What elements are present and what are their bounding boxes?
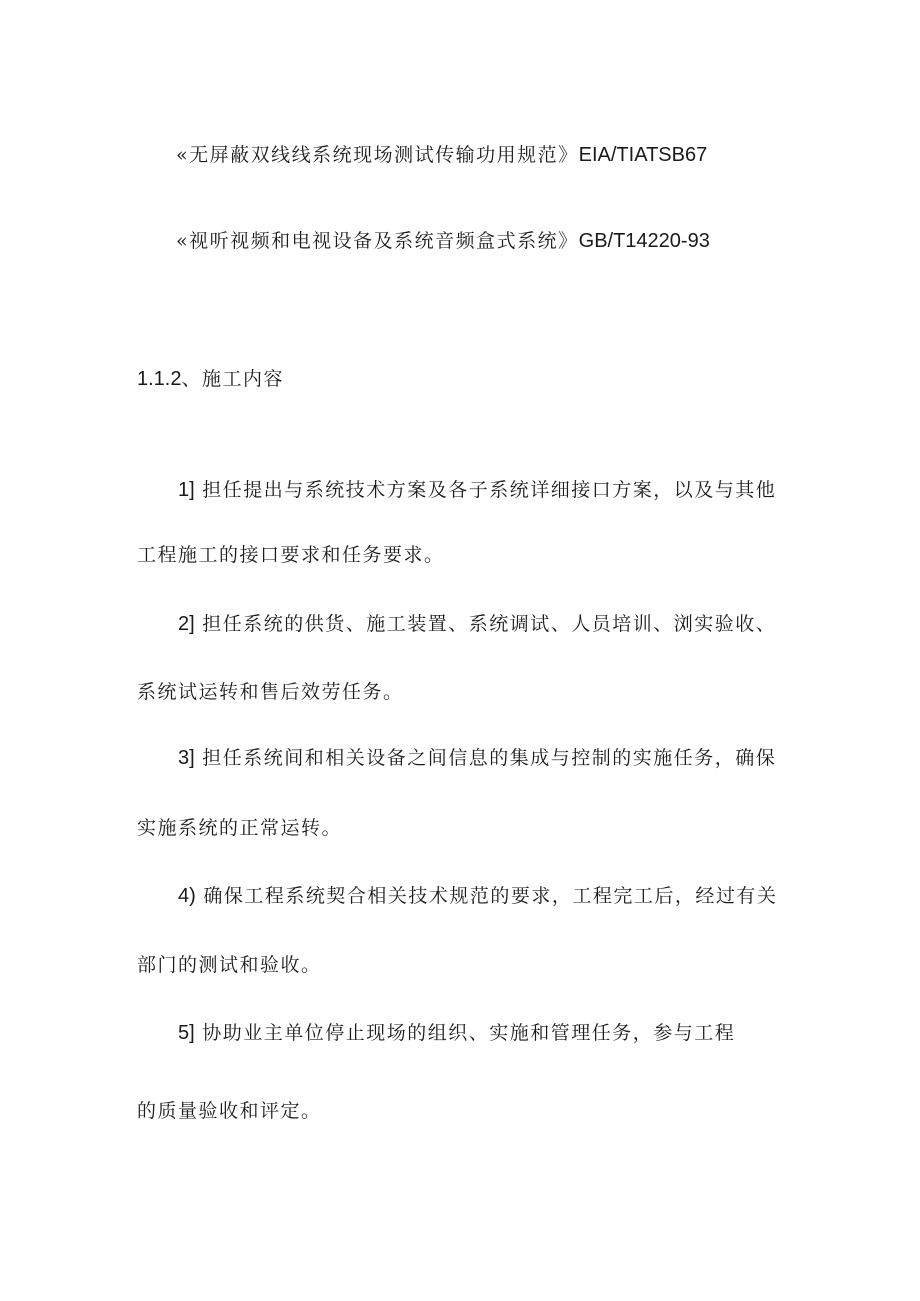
item-text: 担任系统的供货、施工装置、系统调试、人员培训、浏实验收、 <box>202 613 777 635</box>
standard-title: «无屏蔽双线线系统现场测试传输功用规范》 <box>176 144 579 166</box>
item-text: 担任系统间和相关设备之间信息的集成与控制的实施任务，确保 <box>202 747 777 769</box>
item-number: 1] <box>178 479 195 501</box>
list-item-1-line-1 <box>178 478 776 502</box>
list-item-1-line-2 <box>137 543 445 567</box>
list-item-5-line-2 <box>137 1099 322 1123</box>
standard-title: «视听视频和电视设备及系统音频盒式系统》 <box>176 230 579 252</box>
standard-code: EIA/TIATSB67 <box>578 144 708 166</box>
item-number: 3] <box>178 747 195 769</box>
list-item-4-line-2 <box>137 953 322 977</box>
item-text: 担任提出与系统技术方案及各子系统详细接口方案，以及与其他 <box>202 479 777 501</box>
item-text-continued: 的质量验收和评定。 <box>137 1100 322 1122</box>
list-item-4-line-1 <box>178 884 777 908</box>
section-heading <box>137 367 284 391</box>
list-item-3-line-2 <box>137 816 342 840</box>
item-text-continued: 部门的测试和验收。 <box>137 954 322 976</box>
list-item-3-line-1 <box>178 746 776 770</box>
standard-line-2 <box>176 229 710 253</box>
section-number: 1.1.2 <box>137 368 182 390</box>
item-number: 4) <box>178 885 196 907</box>
list-item-2-line-1 <box>178 612 776 636</box>
item-text-continued: 实施系统的正常运转。 <box>137 817 343 839</box>
item-text: 协助业主单位停止现场的组织、实施和管理任务，参与工程 <box>202 1022 736 1044</box>
item-text-continued: 系统试运转和售后效劳任务。 <box>137 681 404 703</box>
item-number: 2] <box>178 613 195 635</box>
item-text-continued: 工程施工的接口要求和任务要求。 <box>137 544 445 566</box>
standard-code: GB/T14220-93 <box>578 230 710 252</box>
item-number: 5] <box>178 1022 195 1044</box>
list-item-5-line-1 <box>178 1021 735 1045</box>
list-item-2-line-2 <box>137 680 404 704</box>
section-title: 、施工内容 <box>181 368 284 390</box>
standard-line-1 <box>176 143 707 167</box>
item-text: 确保工程系统契合相关技术规范的要求，工程完工后，经过有关 <box>203 885 778 907</box>
